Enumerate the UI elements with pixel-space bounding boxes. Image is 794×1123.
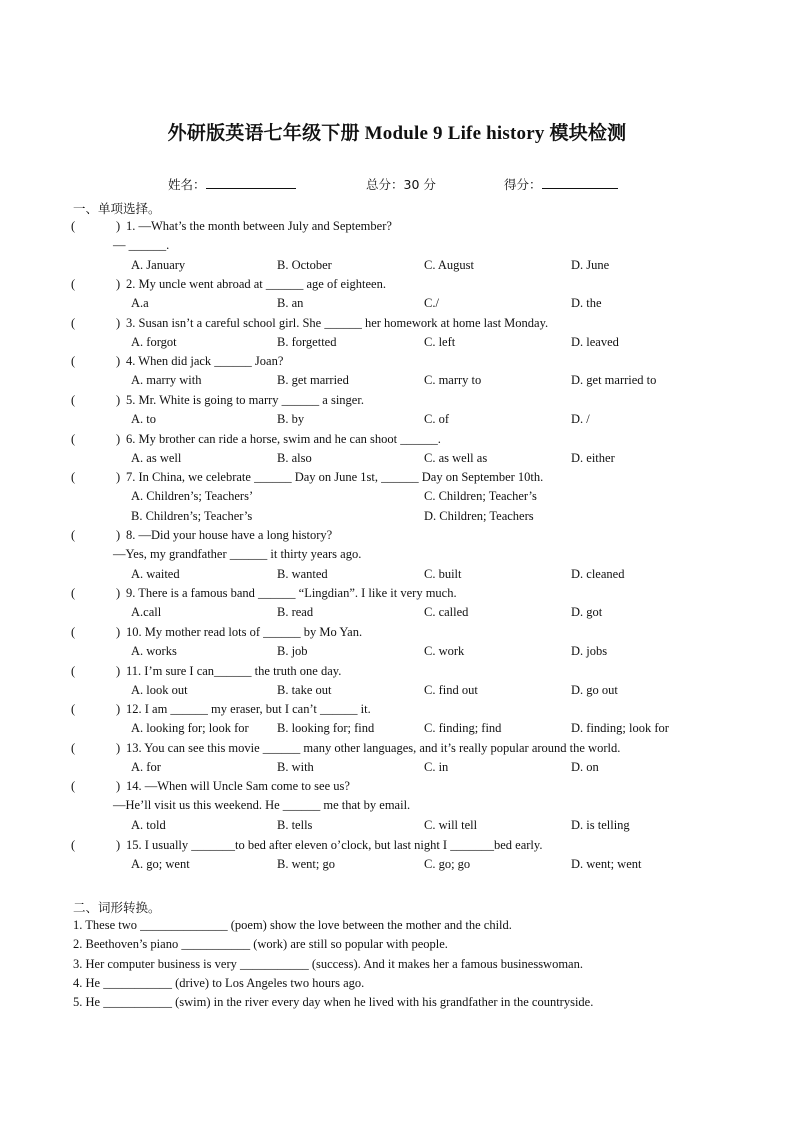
- name-field: [168, 175, 296, 193]
- question-continuation: —He’ll visit us this weekend. He ______ me that by email.: [113, 798, 411, 813]
- page-title: 外研版英语七年级下册 Module 9 Life history 模块检测: [167, 123, 627, 144]
- answer-paren-right: ): [116, 664, 121, 678]
- answer-paren-left: (: [71, 838, 76, 852]
- option-d[interactable]: D. Children; Teachers: [424, 508, 534, 523]
- option-d[interactable]: D. either: [571, 451, 615, 466]
- question-text: 10. My mother read lots of ______ by Mo Yan.: [126, 625, 363, 639]
- question-text: 2. My uncle went abroad at ______ age of eighteen.: [126, 277, 386, 291]
- question-text: 1. —What’s the month between July and September?: [126, 219, 392, 233]
- option-a[interactable]: A.a: [131, 296, 149, 311]
- option-c[interactable]: C. work: [424, 644, 465, 659]
- option-c[interactable]: C. find out: [424, 683, 478, 698]
- option-b[interactable]: B. read: [277, 605, 314, 620]
- option-d[interactable]: D. on: [571, 760, 599, 775]
- option-d[interactable]: D. cleaned: [571, 566, 625, 581]
- option-a[interactable]: A. marry with: [131, 373, 202, 388]
- question-continuation: — ______.: [113, 238, 170, 253]
- answer-paren-left: (: [71, 316, 76, 330]
- option-c[interactable]: C. as well as: [424, 451, 488, 466]
- answer-paren-left: (: [71, 702, 76, 716]
- option-b[interactable]: B. wanted: [277, 566, 328, 581]
- question-text: 9. There is a famous band ______ “Lingdian”. I like it very much.: [126, 586, 457, 600]
- word-form-item: 5. He ___________ (swim) in the river every day when he lived with his grandfather in the countryside.: [73, 995, 594, 1009]
- name-label: 姓名：: [168, 177, 206, 192]
- answer-paren-right: ): [116, 779, 121, 793]
- option-b[interactable]: B. Children’s; Teacher’s: [131, 508, 253, 523]
- answer-paren-right: ): [116, 625, 121, 639]
- option-d[interactable]: D. get married to: [571, 373, 657, 388]
- question-text: 12. I am ______ my eraser, but I can’t ______ it.: [126, 702, 371, 716]
- answer-paren-right: ): [116, 838, 121, 852]
- option-b[interactable]: B. take out: [277, 683, 332, 698]
- word-form-item: 3. Her computer business is very ___________ (success). And it makes her a famous businesswoman.: [73, 957, 583, 971]
- word-form-item: 1. These two ______________ (poem) show the love between the mother and the child.: [73, 918, 512, 932]
- option-d[interactable]: D. is telling: [571, 817, 630, 832]
- word-form-item: 2. Beethoven’s piano ___________ (work) are still so popular with people.: [73, 937, 448, 951]
- answer-paren-left: (: [71, 393, 76, 407]
- question-text: 5. Mr. White is going to marry ______ a singer.: [126, 393, 364, 407]
- option-d[interactable]: D. finding; look for: [571, 721, 669, 736]
- option-d[interactable]: D. go out: [571, 683, 618, 698]
- option-b[interactable]: B. job: [277, 644, 308, 659]
- answer-paren-right: ): [116, 219, 121, 233]
- answer-paren-right: ): [116, 586, 121, 600]
- answer-paren-left: (: [71, 354, 76, 368]
- option-c[interactable]: C./: [424, 296, 439, 311]
- option-b[interactable]: B. with: [277, 760, 314, 775]
- total-score: 总分：30 分: [366, 177, 436, 192]
- option-a[interactable]: A.call: [131, 605, 162, 620]
- answer-paren-right: ): [116, 393, 121, 407]
- option-b[interactable]: B. also: [277, 451, 312, 466]
- answer-paren-right: ): [116, 354, 121, 368]
- answer-paren-right: ): [116, 702, 121, 716]
- option-a[interactable]: A. for: [131, 760, 161, 775]
- answer-paren-left: (: [71, 470, 76, 484]
- option-a[interactable]: A. as well: [131, 451, 182, 466]
- answer-paren-right: ): [116, 741, 121, 755]
- option-c[interactable]: C. left: [424, 335, 456, 350]
- score-field: [504, 175, 618, 193]
- question-text: 4. When did jack ______ Joan?: [126, 354, 284, 368]
- option-a[interactable]: A. waited: [131, 566, 180, 581]
- question-continuation: —Yes, my grandfather ______ it thirty years ago.: [113, 547, 362, 562]
- question-text: 3. Susan isn’t a careful school girl. She ______ her homework at home last Monday.: [126, 316, 549, 330]
- answer-paren-right: ): [116, 432, 121, 446]
- option-b[interactable]: B. forgetted: [277, 335, 337, 350]
- option-b[interactable]: B. an: [277, 296, 304, 311]
- score-label: 得分：: [504, 177, 542, 192]
- answer-paren-left: (: [71, 625, 76, 639]
- section1-heading: 一、单项选择。: [73, 201, 161, 216]
- option-d[interactable]: D. leaved: [571, 335, 619, 350]
- question-text: 8. —Did your house have a long history?: [126, 528, 333, 542]
- question-text: 15. I usually _______to bed after eleven o’clock, but last night I _______bed early.: [126, 838, 543, 852]
- option-d[interactable]: D. /: [571, 412, 590, 427]
- answer-paren-left: (: [71, 779, 76, 793]
- option-b[interactable]: B. tells: [277, 817, 313, 832]
- option-c[interactable]: C. go; go: [424, 857, 471, 872]
- option-b[interactable]: B. looking for; find: [277, 721, 375, 736]
- question-text: 11. I’m sure I can______ the truth one day.: [126, 664, 342, 678]
- question-text: 13. You can see this movie ______ many other languages, and it’s really popular around the world.: [126, 741, 621, 755]
- name-blank[interactable]: [206, 175, 296, 189]
- option-b[interactable]: B. get married: [277, 373, 349, 388]
- option-c[interactable]: C. finding; find: [424, 721, 502, 736]
- answer-paren-left: (: [71, 741, 76, 755]
- answer-paren-left: (: [71, 277, 76, 291]
- score-blank[interactable]: [542, 175, 618, 189]
- answer-paren-right: ): [116, 528, 121, 542]
- option-b[interactable]: B. went; go: [277, 857, 335, 872]
- option-c[interactable]: C. built: [424, 566, 462, 581]
- question-text: 7. In China, we celebrate ______ Day on June 1st, ______ Day on September 10th.: [126, 470, 544, 484]
- option-a[interactable]: A. look out: [131, 683, 188, 698]
- option-c[interactable]: C. will tell: [424, 817, 478, 832]
- option-c[interactable]: C. Children; Teacher’s: [424, 489, 537, 504]
- option-d[interactable]: D. went; went: [571, 857, 642, 872]
- option-a[interactable]: A. forgot: [131, 335, 177, 350]
- option-a[interactable]: A. January: [131, 257, 186, 272]
- answer-paren-left: (: [71, 432, 76, 446]
- option-a[interactable]: A. told: [131, 817, 166, 832]
- answer-paren-right: ): [116, 277, 121, 291]
- option-c[interactable]: C. marry to: [424, 373, 482, 388]
- option-c[interactable]: C. called: [424, 605, 469, 620]
- answer-paren-right: ): [116, 470, 121, 484]
- word-form-item: 4. He ___________ (drive) to Los Angeles two hours ago.: [73, 976, 365, 990]
- answer-paren-right: ): [116, 316, 121, 330]
- option-d[interactable]: D. jobs: [571, 644, 608, 659]
- question-text: 6. My brother can ride a horse, swim and he can shoot ______.: [126, 432, 441, 446]
- option-d[interactable]: D. June: [571, 257, 610, 272]
- answer-paren-left: (: [71, 219, 76, 233]
- section2-heading: 二、词形转换。: [73, 900, 161, 915]
- option-a[interactable]: A. looking for; look for: [131, 721, 249, 736]
- option-c[interactable]: C. of: [424, 412, 449, 427]
- option-c[interactable]: C. August: [424, 257, 475, 272]
- option-a[interactable]: A. Children’s; Teachers’: [131, 489, 254, 504]
- question-text: 14. —When will Uncle Sam come to see us?: [126, 779, 350, 793]
- answer-paren-left: (: [71, 528, 76, 542]
- option-b[interactable]: B. October: [277, 257, 332, 272]
- answer-paren-left: (: [71, 586, 76, 600]
- option-a[interactable]: A. go; went: [131, 857, 190, 872]
- option-b[interactable]: B. by: [277, 412, 305, 427]
- option-d[interactable]: D. the: [571, 296, 602, 311]
- option-a[interactable]: A. to: [131, 412, 156, 427]
- option-d[interactable]: D. got: [571, 605, 603, 620]
- option-a[interactable]: A. works: [131, 644, 177, 659]
- answer-paren-left: (: [71, 664, 76, 678]
- option-c[interactable]: C. in: [424, 760, 449, 775]
